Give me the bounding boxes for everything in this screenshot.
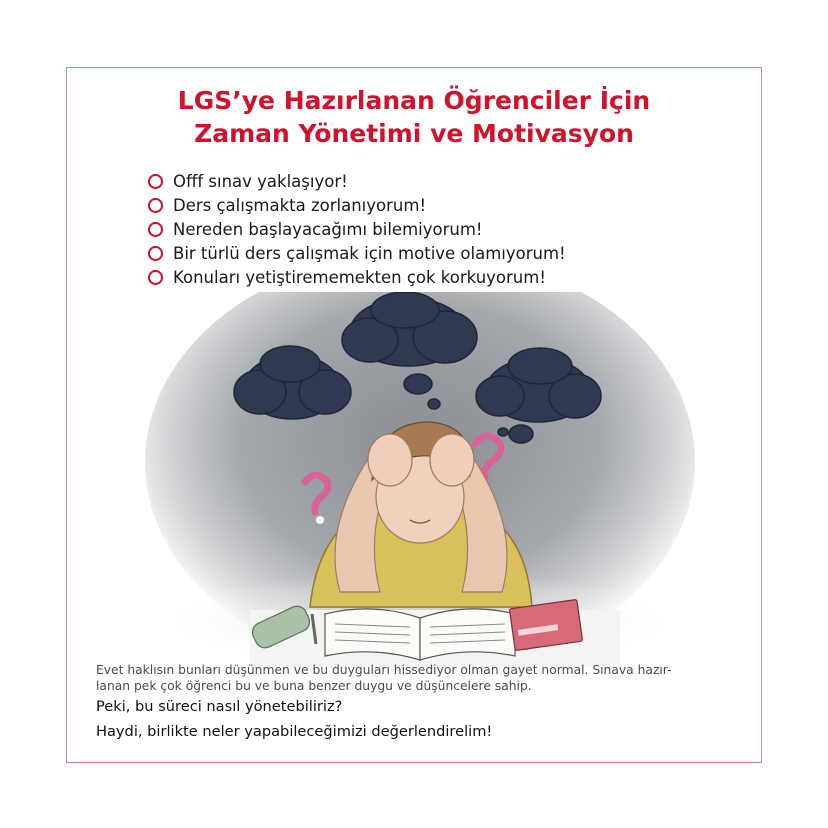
circle-bullet-icon [148,222,163,237]
list-item [148,265,566,289]
question-line: Peki, bu süreci nasıl yönetebiliriz? [96,698,343,715]
question-dot [316,516,324,524]
list-item [148,241,566,265]
list-item-text: Offf sınav yaklaşıyor! [173,171,348,191]
student-right-hand [430,434,474,486]
closing-line: Haydi, birlikte neler yapabileceğimizi değerlendirelim! [96,723,493,740]
stacked-books [509,599,582,650]
student-left-hand [368,434,412,486]
list-item-text: Ders çalışmakta zorlanıyorum! [173,195,427,215]
list-item-text: Konuları yetiştirememekten çok korkuyorum! [173,267,546,287]
circle-bullet-icon [148,198,163,213]
page-title-line1: LGS’ye Hazırlanan Öğrenciler İçin [177,86,651,115]
circle-bullet-icon [148,174,163,189]
circle-bullet-icon [148,270,163,285]
stressed-student-illustration [140,292,700,667]
concern-list [148,169,566,289]
body-paragraph [96,662,696,694]
list-item [148,169,566,193]
list-item-text: Bir türlü ders çalışmak için motive olamıyorum! [173,243,566,263]
body-line: lanan pek çok öğrenci bu ve buna benzer duygu ve düşüncelere sahip. [96,679,532,693]
list-item-text: Nereden başlayacağımı bilemiyorum! [173,219,483,239]
circle-bullet-icon [148,246,163,261]
page-title-line2: Zaman Yönetimi ve Motivasyon [194,119,634,148]
list-item [148,217,566,241]
list-item [148,193,566,217]
body-line: Evet haklısın bunları düşünmen ve bu duyguları hissediyor olman gayet normal. Sınava hazır- [96,663,672,677]
